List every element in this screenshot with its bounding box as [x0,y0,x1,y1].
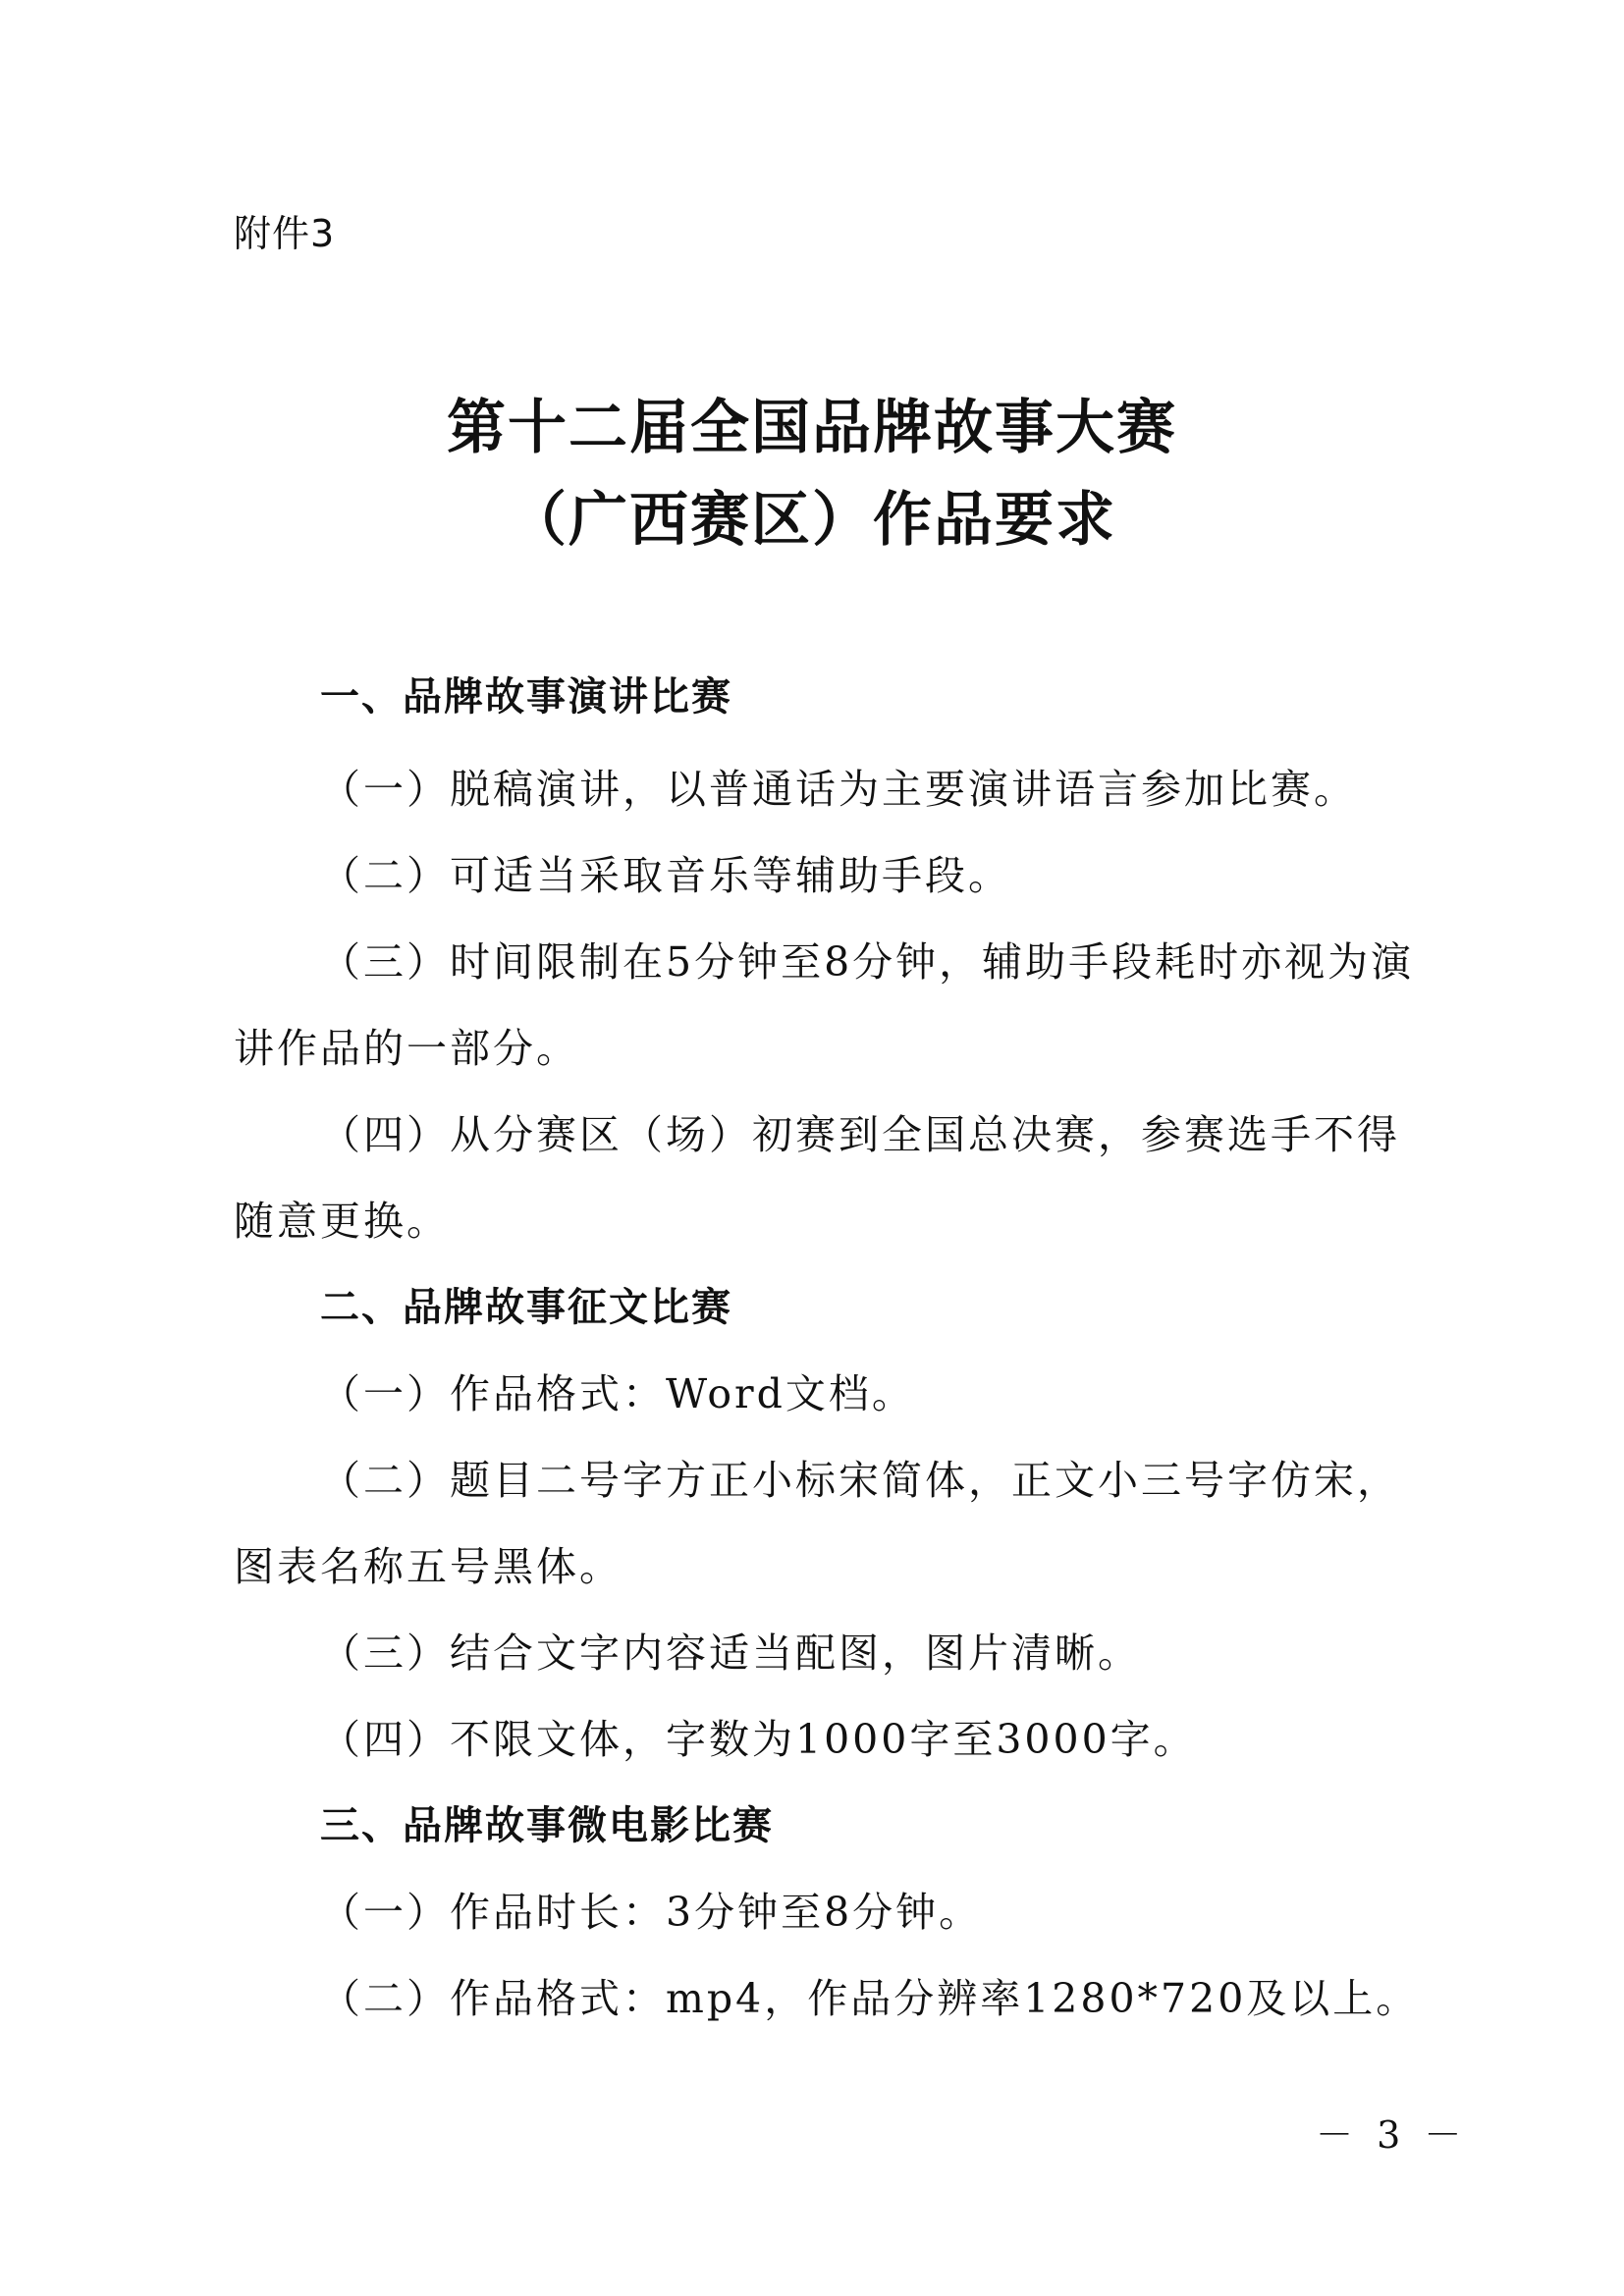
microfilm-item-2: （二）作品格式：mp4，作品分辨率1280*720及以上。 [320,1975,1420,2022]
document-title-line-2: （广西赛区）作品要求 [508,486,1116,555]
attachment-label: 附件3 [234,212,336,255]
essay-item-4: （四）不限文体，字数为1000字至3000字。 [320,1716,1197,1763]
page-number: － 3 － [1316,2113,1468,2157]
essay-item-3: （三）结合文字内容适当配图，图片清晰。 [320,1629,1141,1677]
speech-item-1: （一）脱稿演讲，以普通话为主要演讲语言参加比赛。 [320,766,1357,813]
document-title-line-1: 第十二届全国品牌故事大赛 [447,394,1177,462]
section-heading-microfilm: 三、品牌故事微电影比赛 [320,1803,774,1848]
speech-item-3-line-1: （三）时间限制在5分钟至8分钟，辅助手段耗时亦视为演 [320,938,1415,986]
essay-item-1: （一）作品格式：Word文档。 [320,1370,915,1417]
speech-item-4-line-2: 随意更换。 [234,1198,450,1245]
essay-item-2-line-2: 图表名称五号黑体。 [234,1543,623,1590]
section-heading-speech: 一、品牌故事演讲比赛 [320,674,732,720]
microfilm-item-1: （一）作品时长：3分钟至8分钟。 [320,1889,983,1936]
speech-item-2: （二）可适当采取音乐等辅助手段。 [320,852,1011,899]
speech-item-4-line-1: （四）从分赛区（场）初赛到全国总决赛，参赛选手不得 [320,1111,1400,1158]
essay-item-2-line-1: （二）题目二号字方正小标宋简体，正文小三号字仿宋， [320,1457,1400,1504]
section-heading-essay: 二、品牌故事征文比赛 [320,1285,732,1330]
speech-item-3-line-2: 讲作品的一部分。 [234,1025,579,1072]
